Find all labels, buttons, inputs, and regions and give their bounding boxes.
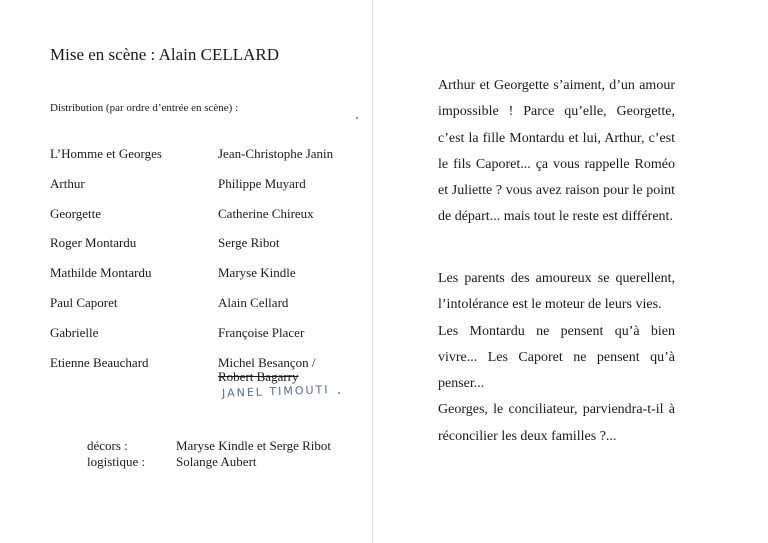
cast-actor: Michel Besançon / <box>218 355 316 370</box>
cast-role: Paul Caporet <box>50 295 118 310</box>
crew-label: logistique : <box>87 454 146 469</box>
cast-role: Mathilde Montardu <box>50 265 152 280</box>
cast-role: Arthur <box>50 176 85 191</box>
cast-role: Roger Montardu <box>50 235 137 250</box>
cast-role: Gabrielle <box>50 325 99 340</box>
speck <box>356 117 358 119</box>
synopsis-paragraph <box>438 266 675 450</box>
cast-actor: Alain Cellard <box>218 295 289 310</box>
cast-actor: Philippe Muyard <box>218 176 306 191</box>
synopsis-text: Arthur et Georgette s’aiment, d’un amour impossible ! Parce qu’elle, Georgette, c’est la fille Montardu et lui, Arthur, c’est le fils Caporet... ça vous rappelle Roméo et Juliette ? vous avez raison pour le point de départ... mais tout le reste est différent. <box>438 78 675 225</box>
page-fold <box>372 0 373 543</box>
synopsis-text: Les Montardu ne pensent qu’à bien vivre... Les Caporet ne pensent qu’à penser... <box>438 323 675 392</box>
cast-row <box>0 295 372 315</box>
speck <box>338 392 340 394</box>
cast-actor: Jean-Christophe Janin <box>218 146 334 161</box>
cast-row <box>0 265 372 285</box>
synopsis-paragraph <box>438 73 675 231</box>
cast-row <box>0 206 372 226</box>
struck-actor: Robert Bagarry <box>218 369 299 384</box>
cast-row <box>0 235 372 255</box>
cast-actor: Serge Ribot <box>218 235 280 250</box>
cast-actor: Françoise Placer <box>218 325 305 340</box>
cast-role: Georgette <box>50 206 102 221</box>
cast-actor: Catherine Chireux <box>218 206 314 221</box>
crew-value: Maryse Kindle et Serge Ribot <box>176 438 332 453</box>
crew-label: décors : <box>87 438 128 453</box>
cast-row <box>0 325 372 345</box>
crew-value: Solange Aubert <box>176 454 257 469</box>
cast-row <box>0 355 372 375</box>
cast-row <box>0 146 372 166</box>
cast-actor: Maryse Kindle <box>218 265 296 280</box>
page-title: Mise en scène : Alain CELLARD <box>50 45 279 64</box>
handwritten-note: JANEL TIMOUTI <box>221 383 330 400</box>
synopsis-text: Georges, le conciliateur, parviendra-t-il à réconcilier les deux familles ?... <box>438 402 675 444</box>
cast-row <box>0 176 372 196</box>
synopsis-text: Les parents des amoureux se querellent, l’intolérance est le moteur de leurs vies. <box>438 271 675 313</box>
cast-role: Etienne Beauchard <box>50 355 149 370</box>
cast-role: L’Homme et Georges <box>50 146 162 161</box>
distribution-label: Distribution (par ordre d’entrée en scène) : <box>50 102 239 114</box>
